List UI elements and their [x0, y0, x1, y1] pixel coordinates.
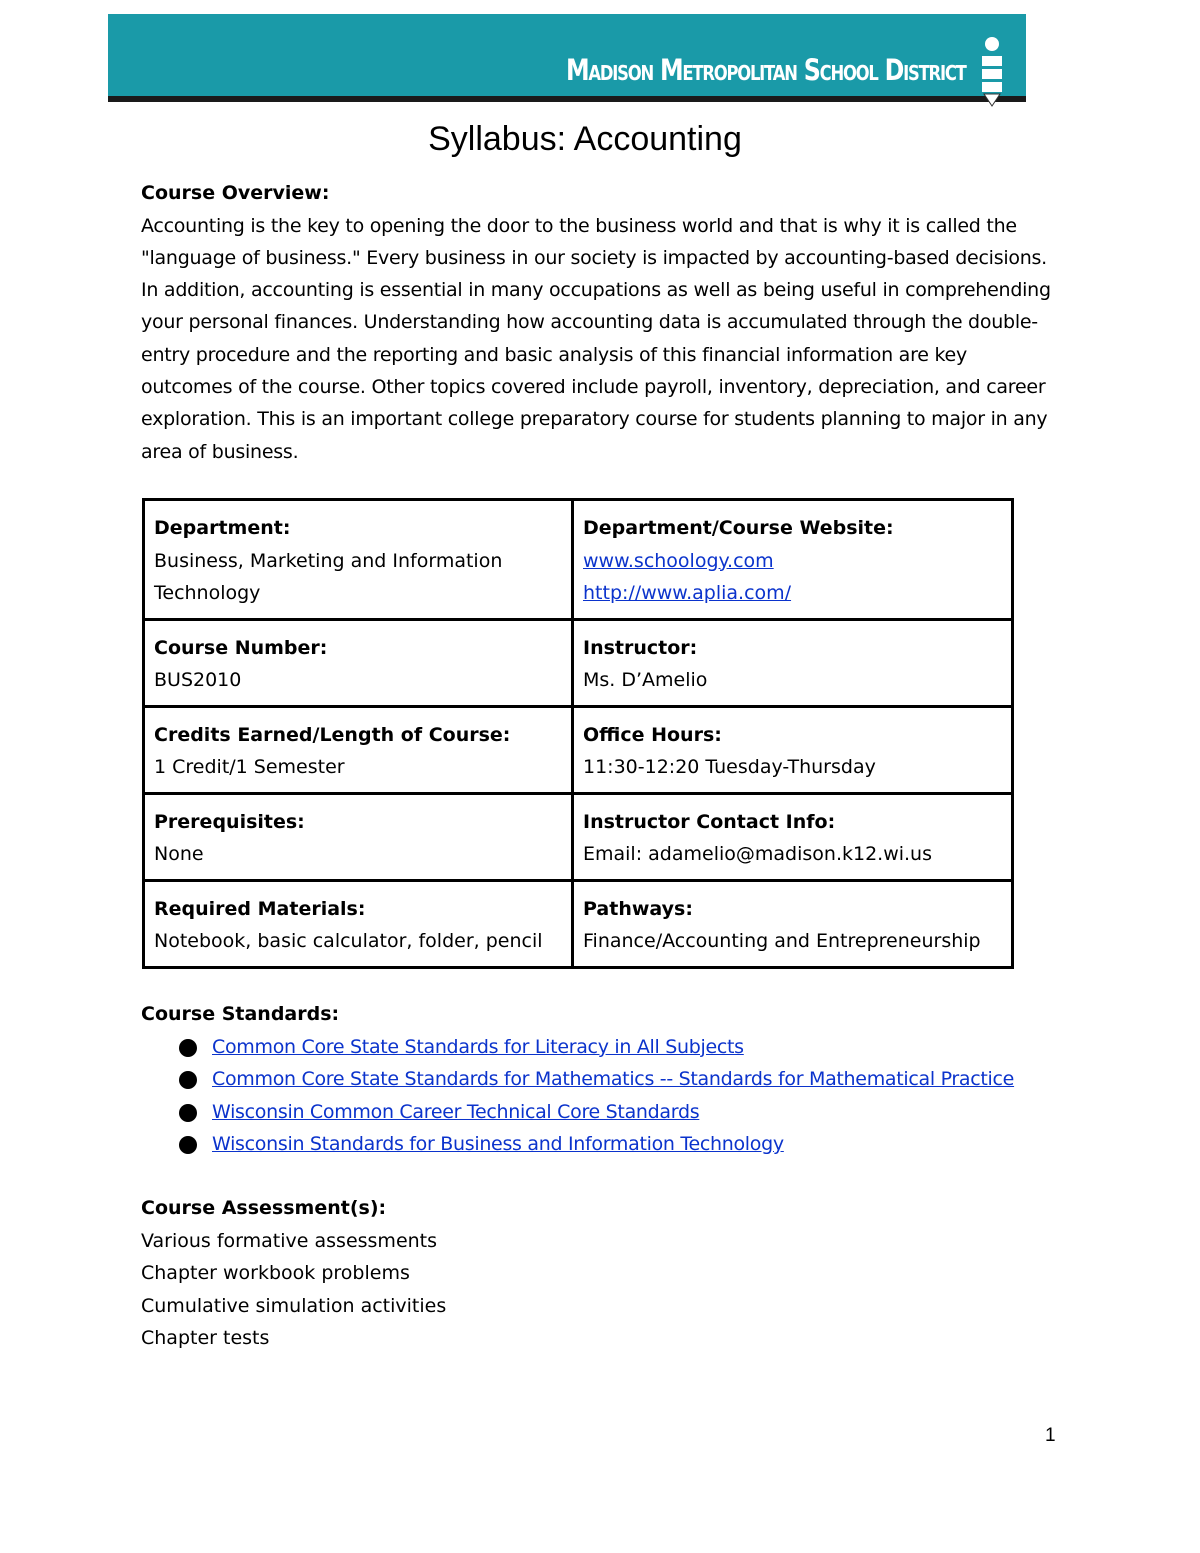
materials-value: Notebook, basic calculator, folder, pencil	[154, 930, 543, 952]
pathways-value: Finance/Accounting and Entrepreneurship	[583, 930, 981, 952]
office-hours-label: Office Hours:	[583, 723, 722, 746]
materials-label: Required Materials:	[154, 897, 366, 920]
website-label: Department/Course Website:	[583, 517, 894, 539]
page-number: 1	[1045, 1425, 1056, 1446]
bullet-icon	[179, 1136, 197, 1154]
list-item	[141, 1031, 1101, 1064]
contact-label: Instructor Contact Info:	[583, 810, 836, 833]
schoology-link[interactable]: www.schoology.com	[583, 549, 774, 572]
list-item	[141, 1096, 1101, 1129]
bullet-icon	[179, 1039, 197, 1057]
table-row	[144, 880, 1013, 967]
aplia-link[interactable]: http://www.aplia.com/	[583, 582, 792, 604]
instructor-cell	[573, 619, 1013, 706]
contact-value: Email: adamelio@madison.k12.wi.us	[583, 843, 932, 865]
bullet-icon	[179, 1071, 197, 1089]
standard-link-literacy[interactable]: Common Core State Standards for Literacy in All Subjects	[212, 1035, 744, 1058]
list-item	[141, 1063, 1101, 1096]
overview-paragraph: Accounting is the key to opening the door to the business world and that is why it is called the "language of business." Every business in our society is impacted by accounting-based decisions. In addition, accounting is essential in many occupations as well as being useful in comprehending your personal finances. Understanding how accounting data is accumulated through the double-entry procedure and the reporting and basic analysis of this financial information are key outcomes of the course. Other topics covered include payroll, inventory, depreciation, and career exploration. This is an important college preparatory course for students planning to major in any area of business.	[141, 214, 1051, 463]
standard-link-mathematics[interactable]: Common Core State Standards for Mathematics -- Standards for Mathematical Practice	[212, 1068, 1015, 1090]
list-item: Various formative assessments	[141, 1229, 438, 1252]
course-number-cell	[144, 619, 573, 706]
banner-rule	[108, 96, 1026, 102]
office-hours-value: 11:30-12:20 Tuesday-Thursday	[583, 756, 876, 778]
list-item: Chapter tests	[141, 1327, 270, 1349]
course-standards	[141, 998, 1101, 1161]
pathways-label: Pathways:	[583, 897, 693, 920]
credits-label: Credits Earned/Length of Course:	[154, 723, 511, 746]
standard-link-career-technical[interactable]: Wisconsin Common Career Technical Core Standards	[212, 1100, 700, 1123]
assessments-heading: Course Assessment(s):	[141, 1197, 387, 1219]
list-item: Chapter workbook problems	[141, 1262, 410, 1284]
credits-value: 1 Credit/1 Semester	[154, 756, 345, 778]
prerequisites-label: Prerequisites:	[154, 810, 305, 833]
bullet-icon	[179, 1104, 197, 1122]
course-number-value: BUS2010	[154, 669, 242, 691]
table-row	[144, 619, 1013, 706]
credits-cell	[144, 706, 573, 793]
office-hours-cell	[573, 706, 1013, 793]
course-assessments	[141, 1192, 1041, 1355]
table-row	[144, 706, 1013, 793]
document-title: Syllabus: Accounting	[428, 120, 742, 158]
department-label: Department:	[154, 517, 291, 539]
prerequisites-cell	[144, 793, 573, 880]
website-cell	[573, 500, 1013, 620]
overview-heading: Course Overview:	[141, 182, 330, 204]
district-name: Madison Metropolitan School District	[566, 53, 966, 87]
course-info-table	[142, 498, 1014, 969]
pathways-cell	[573, 880, 1013, 967]
instructor-value: Ms. D’Amelio	[583, 669, 708, 691]
prerequisites-value: None	[154, 843, 204, 865]
department-cell	[144, 500, 573, 620]
list-item: Cumulative simulation activities	[141, 1294, 447, 1317]
standard-link-business-it[interactable]: Wisconsin Standards for Business and Information Technology	[212, 1133, 784, 1155]
list-item	[141, 1128, 1101, 1161]
district-logo-icon	[975, 36, 1011, 110]
department-value: Business, Marketing and Information Technology	[154, 549, 503, 604]
table-row	[144, 500, 1013, 620]
contact-cell	[573, 793, 1013, 880]
course-number-label: Course Number:	[154, 636, 328, 659]
standards-list	[141, 1031, 1101, 1161]
course-overview	[141, 177, 1051, 468]
materials-cell	[144, 880, 573, 967]
instructor-label: Instructor:	[583, 636, 698, 659]
table-row	[144, 793, 1013, 880]
standards-heading: Course Standards:	[141, 1003, 340, 1025]
